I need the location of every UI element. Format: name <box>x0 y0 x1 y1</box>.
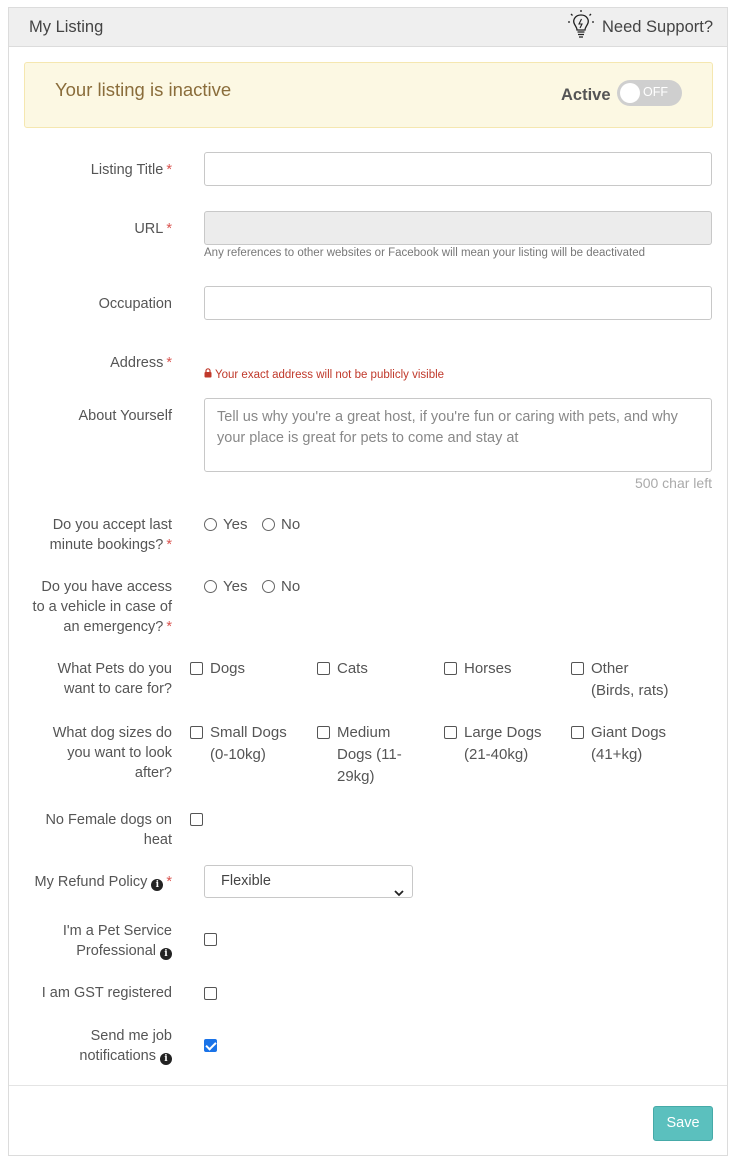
job-notifications-checkbox-wrap[interactable] <box>204 1035 224 1052</box>
pet-professional-label: I'm a Pet Service Professional i <box>62 923 172 959</box>
toggle-knob <box>620 83 640 103</box>
panel-title: My Listing <box>29 18 104 36</box>
refund-policy-label: My Refund Policy i * <box>34 874 172 890</box>
last-minute-label: Do you accept last minute bookings? * <box>49 517 172 553</box>
listing-status-message: Your listing is inactive <box>55 79 232 100</box>
chevron-down-icon <box>394 878 404 909</box>
job-notifications-checkbox[interactable] <box>204 1039 217 1052</box>
address-label: Address * <box>110 355 172 371</box>
url-help-text: Any references to other websites or Facebook will mean your listing will be deactivated <box>204 247 646 259</box>
need-support-label: Need Support? <box>602 17 713 36</box>
checkbox[interactable] <box>190 726 203 739</box>
listing-title-label: Listing Title * <box>90 162 172 178</box>
radio-button[interactable] <box>204 580 217 593</box>
pet-professional-checkbox[interactable] <box>204 933 217 946</box>
radio-button[interactable] <box>262 580 275 593</box>
active-label: Active <box>561 86 611 104</box>
info-icon[interactable]: i <box>160 1053 172 1065</box>
checkbox[interactable] <box>317 726 330 739</box>
active-toggle[interactable] <box>617 80 682 106</box>
pet-professional-checkbox-wrap[interactable] <box>204 929 224 946</box>
pets-label: What Pets do you want to care for? <box>57 661 172 697</box>
vehicle-label: Do you have access to a vehicle in case of an emergency? * <box>32 579 172 635</box>
checkbox[interactable] <box>190 662 203 675</box>
gst-checkbox-wrap[interactable] <box>204 983 224 1000</box>
panel-header <box>9 8 727 47</box>
pet-option-cats[interactable]: Cats <box>317 658 368 680</box>
address-privacy-notice: Your exact address will not be publicly visible <box>204 368 444 381</box>
pet-option-other[interactable]: Other (Birds, rats) <box>571 658 669 702</box>
no-female-heat-checkbox[interactable] <box>190 813 203 826</box>
pet-option-horses[interactable]: Horses <box>444 658 512 680</box>
checkbox[interactable] <box>444 662 457 675</box>
gst-label: I am GST registered <box>41 985 172 1001</box>
occupation-label: Occupation <box>98 296 172 312</box>
listing-status-alert <box>24 62 713 128</box>
footer-divider <box>9 1085 727 1086</box>
vehicle-yes[interactable]: Yes <box>204 576 247 598</box>
info-icon[interactable]: i <box>160 948 172 960</box>
listing-panel <box>8 7 728 1156</box>
url-label: URL * <box>134 221 172 237</box>
info-icon[interactable]: i <box>151 879 163 891</box>
dog-sizes-label: What dog sizes do you want to look after? <box>52 725 172 781</box>
toggle-state: OFF <box>643 85 668 99</box>
dog-size-giant[interactable]: Giant Dogs (41+kg) <box>571 722 666 766</box>
url-input[interactable] <box>204 211 712 245</box>
save-button[interactable]: Save <box>653 1106 713 1141</box>
char-counter: 500 char left <box>634 475 712 491</box>
dog-size-small[interactable]: Small Dogs (0-10kg) <box>190 722 287 766</box>
need-support-link[interactable] <box>566 11 713 43</box>
lock-icon <box>204 368 212 381</box>
checkbox[interactable] <box>571 662 584 675</box>
lightbulb-icon <box>566 9 602 46</box>
radio-button[interactable] <box>262 518 275 531</box>
refund-policy-select[interactable]: Flexible <box>204 865 413 898</box>
about-textarea[interactable]: Tell us why you're a great host, if you're fun or caring with pets, and why your place is great for pets to come and stay at <box>204 398 712 472</box>
no-female-heat-checkbox-wrap[interactable] <box>190 809 210 826</box>
listing-title-input[interactable] <box>204 152 712 186</box>
checkbox[interactable] <box>317 662 330 675</box>
occupation-input[interactable] <box>204 286 712 320</box>
job-notifications-label: Send me job notifications i <box>79 1028 172 1064</box>
gst-checkbox[interactable] <box>204 987 217 1000</box>
checkbox[interactable] <box>571 726 584 739</box>
last-minute-yes[interactable]: Yes <box>204 514 247 536</box>
vehicle-no[interactable]: No <box>262 576 300 598</box>
about-label: About Yourself <box>78 408 172 424</box>
dog-size-medium[interactable]: Medium Dogs (11- 29kg) <box>317 722 402 788</box>
radio-button[interactable] <box>204 518 217 531</box>
checkbox[interactable] <box>444 726 457 739</box>
no-female-heat-label: No Female dogs on heat <box>45 812 172 848</box>
pet-option-dogs[interactable]: Dogs <box>190 658 245 680</box>
last-minute-no[interactable]: No <box>262 514 300 536</box>
dog-size-large[interactable]: Large Dogs (21-40kg) <box>444 722 542 766</box>
